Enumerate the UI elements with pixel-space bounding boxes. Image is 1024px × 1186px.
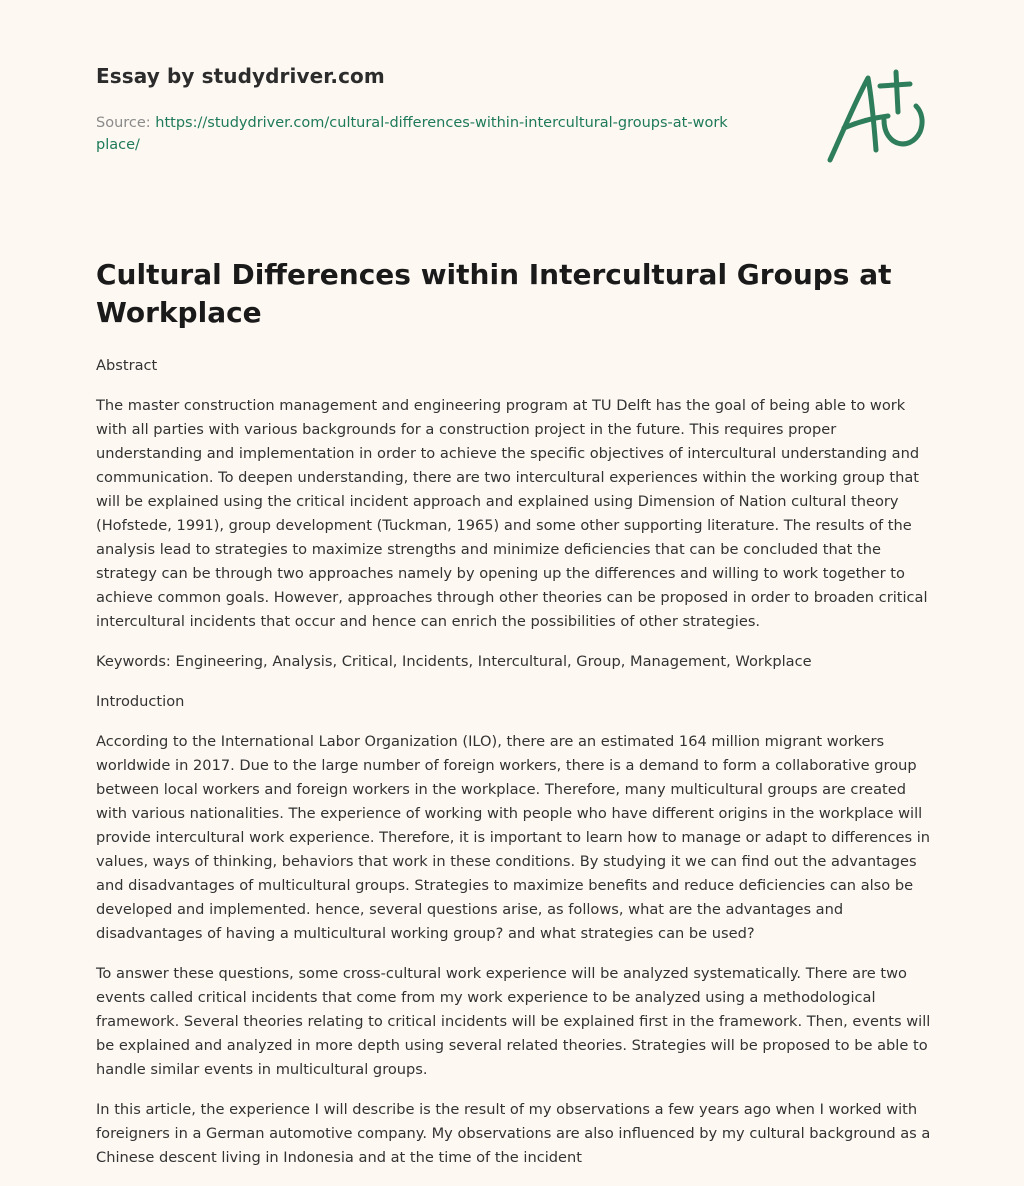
intro-paragraph-1: According to the International Labor Organization (ILO), there are an estimated 164 million migrant workers worldwide in 2017. Due to the large number of foreign workers, there is a demand to form a collaborative group between local workers and foreign workers in the workplace. Therefore, many multicultural groups are created with various nationalities. The experience of working with people who have different origins in the workplace will provide intercultural work experience. Therefore, it is important to learn how to manage or adapt to differences in values, ways of thinking, behaviors that work in these conditions. By studying it we can find out the advantages and disadvantages of multicultural groups. Strategies to maximize benefits and reduce deficiencies can also be developed and implemented. hence, several questions arise, as follows, what are the advantages and disadvantages of having a multicultural working group? and what strategies can be used? xyxy=(96,733,931,942)
site-title: Essay by studydriver.com xyxy=(96,64,385,88)
source-label: Source: xyxy=(96,115,151,131)
abstract-heading: Abstract xyxy=(96,357,158,374)
intro-paragraph-3: In this article, the experience I will describe is the result of my observations a few years ago when I worked with foreigners in a German automotive company. My observations are also influenced by my cultural background as a Chinese descent living in Indonesia and at the time of the incident xyxy=(96,1101,931,1166)
source-line xyxy=(96,112,736,156)
intro-paragraph-2: To answer these questions, some cross-cultural work experience will be analyzed systematically. There are two events called critical incidents that come from my work experience to be analyzed using a methodological framework. Several theories relating to critical incidents will be explained first in the framework. Then, events will be explained and analyzed in more depth using several related theories. Strategies will be proposed to be able to handle similar events in multicultural groups. xyxy=(96,965,931,1078)
introduction-heading: Introduction xyxy=(96,693,185,710)
a-plus-logo-icon xyxy=(824,66,928,166)
keywords-paragraph: Keywords: Engineering, Analysis, Critical, Incidents, Intercultural, Group, Management, Workplace xyxy=(96,653,812,670)
abstract-paragraph: The master construction management and engineering program at TU Delft has the goal of being able to work with all parties with various backgrounds for a construction project in the future. This requires proper understanding and implementation in order to achieve the specific objectives of intercultural understanding and communication. To deepen understanding, there are two intercultural experiences within the working group that will be explained using the critical incident approach and explained using Dimension of Nation cultural theory (Hofstede, 1991), group development (Tuckman, 1965) and some other supporting literature. The results of the analysis lead to strategies to maximize strengths and minimize deficiencies that can be concluded that the strategy can be through two approaches namely by opening up the differences and willing to work together to achieve common goals. However, approaches through other theories can be proposed in order to broaden critical intercultural incidents that occur and hence can enrich the possibilities of other strategies. xyxy=(96,397,928,630)
essay-body xyxy=(96,354,932,1186)
source-link[interactable]: https://studydriver.com/cultural-differences-within-intercultural-groups-at-workplace/ xyxy=(96,115,728,153)
document-title: Cultural Differences within Intercultural Groups at Workplace xyxy=(96,258,892,329)
